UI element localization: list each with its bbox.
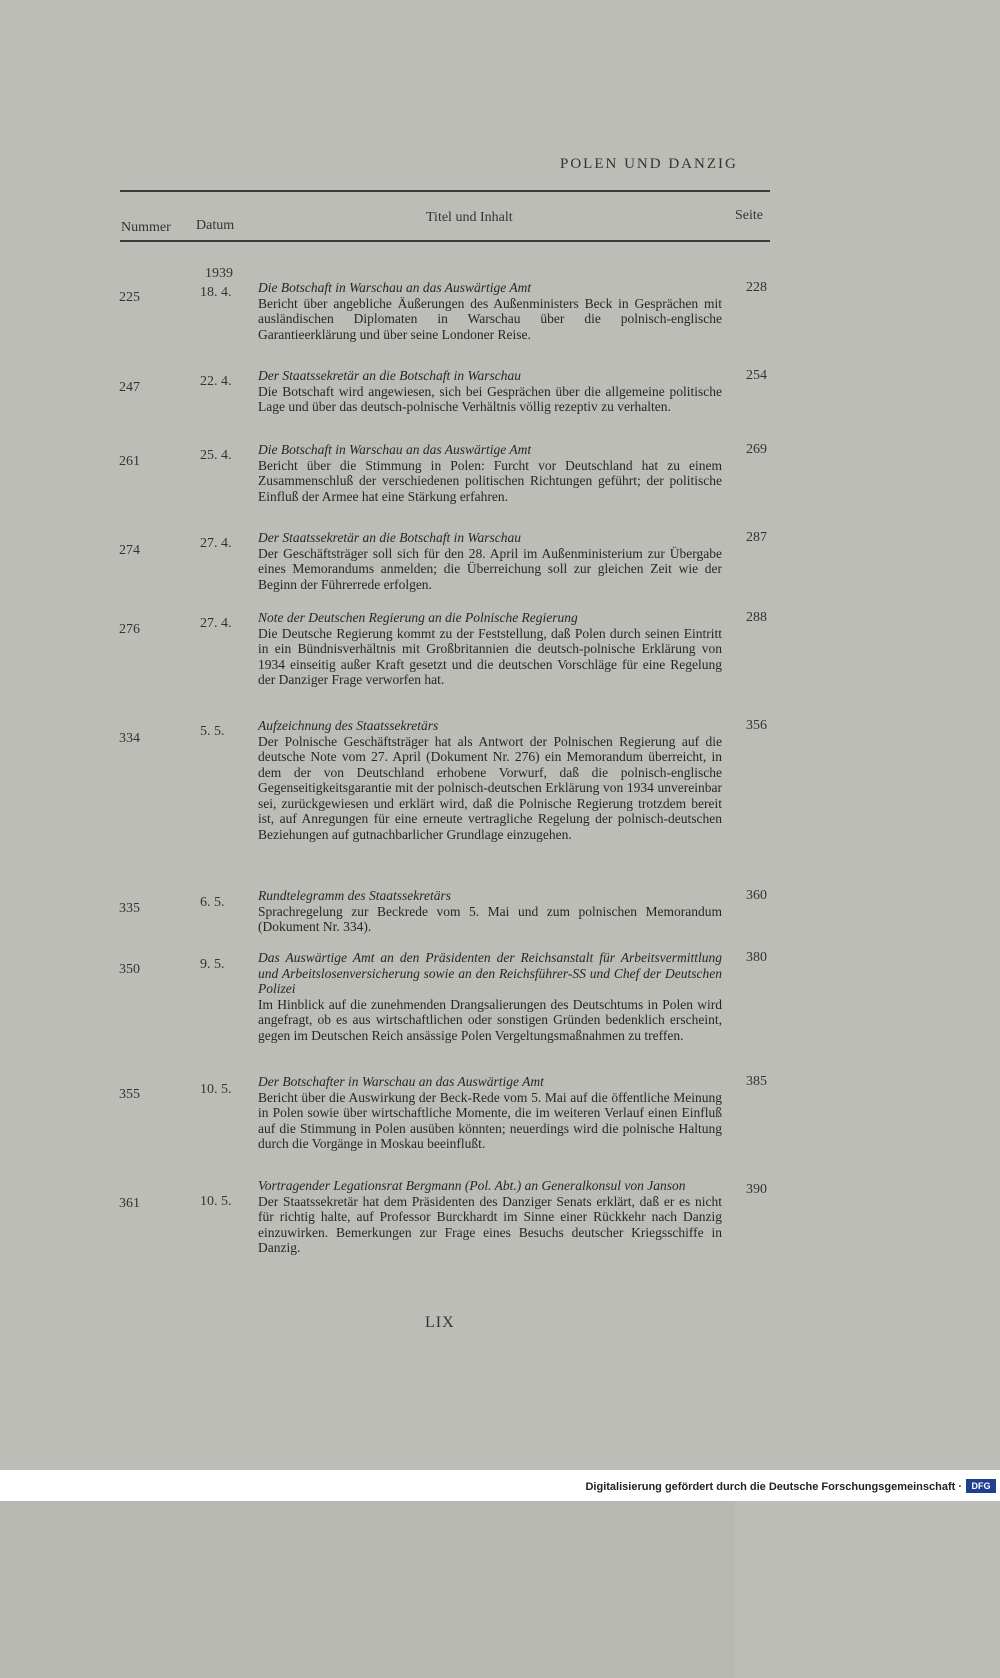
entry-body — [258, 610, 722, 688]
entry-text: Bericht über die Stimmung in Polen: Furcht vor Deutschland hat zu einem Zusammenschluß der verschiedenen politischen Richtungen geführt; der politische Einfluß der Armee hat eine Stärkung erfahren. — [258, 457, 722, 504]
entry-title: Der Staatssekretär an die Botschaft in Warschau — [258, 368, 521, 383]
entry-text: Sprachregelung zur Beckrede vom 5. Mai und zum polnischen Memorandum (Dokument Nr. 334). — [258, 903, 722, 934]
entry-text: Bericht über die Auswirkung der Beck-Rede vom 5. Mai auf die öffentliche Meinung in Polen sowie über wirtschaftliche Momente, die im weiteren Verlauf einen Einfluß auf die Stimmung in Polen ausüben könnten; neuerdings wird die polnische Haltung durch die Vorgänge in Moskau beeinflußt. — [258, 1089, 722, 1151]
entry-title: Die Botschaft in Warschau an das Auswärtige Amt — [258, 442, 532, 457]
entry-number: 261 — [119, 454, 140, 469]
digitization-footer — [0, 1470, 1000, 1501]
entry-number: 276 — [119, 622, 140, 637]
entry-body — [258, 1178, 722, 1256]
entry-body — [258, 368, 722, 415]
entry-date: 6. 5. — [200, 895, 225, 910]
column-header-date: Datum — [196, 218, 235, 233]
entry-number: 247 — [119, 380, 140, 395]
entry-body — [258, 280, 722, 342]
column-header-title: Titel und Inhalt — [426, 210, 513, 225]
entry-text: Der Geschäftsträger soll sich für den 28. April im Außenministerium zur Übergabe eines Memorandums anmelden; die Überreichung soll zur gleichen Zeit wie der Beginn der Führerrede erfolgen. — [258, 545, 722, 592]
entry-text: Bericht über angebliche Äußerungen des Außenministers Beck in Gesprächen mit ausländischen Diplomaten in Warschau über die polnisch-englische Garantieerklärung und über seine Londoner Reise. — [258, 295, 722, 342]
entry-date: 22. 4. — [200, 374, 232, 389]
entry-body — [258, 950, 722, 1043]
entry-text: Der Staatssekretär hat dem Präsidenten des Danziger Senats erklärt, daß er es nicht für richtig halte, auf Professor Burckhardt im Sinne einer Rückkehr nach Danzig einzuwirken. Bemerkungen zur Frage eines Besuchs deutscher Kriegsschiffe in Danzig. — [258, 1193, 722, 1255]
entry-date: 5. 5. — [200, 724, 225, 739]
entry-title: Note der Deutschen Regierung an die Polnische Regierung — [258, 610, 578, 625]
entry-page: 360 — [746, 888, 767, 903]
dfg-logo-icon: DFG — [966, 1479, 996, 1493]
entry-text: Die Deutsche Regierung kommt zu der Feststellung, daß Polen durch seinen Eintritt in ein Bündnisverhältnis mit Großbritannien die deutsch-polnische Erklärung von 1934 einseitig außer Kraft gesetzt und die deutschen Vorschläge für eine Regelung der Danziger Frage verworfen hat. — [258, 625, 722, 687]
year-label: 1939 — [205, 266, 233, 281]
entry-page: 254 — [746, 368, 767, 383]
header-rule-bottom — [120, 240, 770, 242]
entry-date: 10. 5. — [200, 1194, 232, 1209]
footer-credit: Digitalisierung gefördert durch die Deutsche Forschungsgemeinschaft · — [585, 1481, 962, 1493]
entry-number: 335 — [119, 901, 140, 916]
entry-title: Rundtelegramm des Staatssekretärs — [258, 888, 451, 903]
entry-text: Die Botschaft wird angewiesen, sich bei Gesprächen über die allgemeine politische Lage und über das deutsch-polnische Verhältnis völlig rezeptiv zu verhalten. — [258, 383, 722, 414]
entry-body — [258, 1074, 722, 1152]
entry-title: Aufzeichnung des Staatssekretärs — [258, 718, 439, 733]
entry-text: Im Hinblick auf die zunehmenden Drangsalierungen des Deutschtums in Polen wird angefragt, ob es aus wirtschaftlichen oder sonstigen Gründen bedenklich erscheint, gegen im Deutschen Reich ansässige Polen Vergeltungsmaßnahmen zu treffen. — [258, 996, 722, 1043]
entry-number: 334 — [119, 731, 140, 746]
entry-number: 350 — [119, 962, 140, 977]
entry-page: 228 — [746, 280, 767, 295]
entry-page: 356 — [746, 718, 767, 733]
entry-date: 10. 5. — [200, 1082, 232, 1097]
entry-number: 361 — [119, 1196, 140, 1211]
entry-date: 27. 4. — [200, 536, 232, 551]
entry-date: 25. 4. — [200, 448, 232, 463]
entry-date: 9. 5. — [200, 957, 225, 972]
entry-title: Vortragender Legationsrat Bergmann (Pol. Abt.) an Generalkonsul von Janson — [258, 1178, 686, 1193]
entry-page: 385 — [746, 1074, 767, 1089]
entry-body — [258, 888, 722, 935]
entry-page: 287 — [746, 530, 767, 545]
entry-date: 27. 4. — [200, 616, 232, 631]
entry-page: 288 — [746, 610, 767, 625]
entry-title: Der Staatssekretär an die Botschaft in Warschau — [258, 530, 521, 545]
entry-date: 18. 4. — [200, 285, 232, 300]
header-rule-top — [120, 190, 770, 192]
entry-page: 390 — [746, 1182, 767, 1197]
entry-title: Der Botschafter in Warschau an das Auswärtige Amt — [258, 1074, 544, 1089]
entry-page: 380 — [746, 950, 767, 965]
entry-text: Der Polnische Geschäftsträger hat als Antwort der Polnischen Regierung auf die deutsche Note vom 27. April (Dokument Nr. 276) ein Memorandum überreicht, in dem der von Deutschland erhobene Vorwurf, daß die polnisch-englische Gegenseitigkeitsgarantie mit der polnisch-deutschen Erklärung von 1934 unvereinbar sei, zurückgewiesen und erklärt wird, daß die Polnische Regierung trotzdem bereit ist, auf Anregungen für eine erneute vertragliche Regelung der polnisch-deutschen Beziehungen auf gutnachbarlicher Grundlage einzugehen. — [258, 733, 722, 842]
entry-body — [258, 718, 722, 842]
page-folio: LIX — [425, 1314, 455, 1331]
entry-title: Das Auswärtige Amt an den Präsidenten der Reichsanstalt für Arbeitsvermittlung und Arbeitslosenversicherung sowie an den Reichsführer-SS und Chef der Deutschen Polizei — [258, 950, 722, 996]
section-title: POLEN UND DANZIG — [560, 156, 738, 172]
column-header-number: Nummer — [121, 220, 171, 235]
entry-body — [258, 442, 722, 504]
entry-page: 269 — [746, 442, 767, 457]
entry-body — [258, 530, 722, 592]
entry-number: 225 — [119, 290, 140, 305]
entry-number: 355 — [119, 1087, 140, 1102]
entry-number: 274 — [119, 543, 140, 558]
entry-title: Die Botschaft in Warschau an das Auswärtige Amt — [258, 280, 532, 295]
column-header-page: Seite — [735, 208, 1000, 1678]
